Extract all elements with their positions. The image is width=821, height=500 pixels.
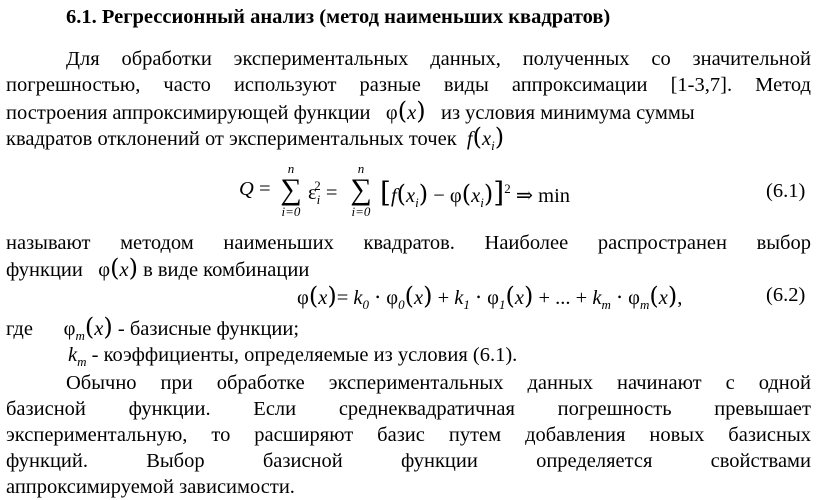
f-xi-inline: $f(x_i)$: [466, 123, 505, 153]
section-heading: [66, 4, 821, 30]
section-title: Регрессионный анализ (метод наименьших квадратов): [101, 6, 611, 28]
eq1-arrow-min: ⇒ min: [515, 185, 571, 207]
eq1-number: (6.1): [766, 180, 806, 202]
paragraph-1-line-3: [6, 98, 811, 126]
paragraph-3-line-5: аппроксимируемой зависимости.: [6, 476, 295, 498]
phi-m-x: $\varphi_m(x)$: [63, 313, 113, 343]
paragraph-2-line-1: называют методом наименьших квадратов. Наиболее распространен выбор: [6, 232, 811, 254]
k-m: $k_m$: [68, 344, 87, 369]
eq2-number: (6.2): [766, 284, 806, 306]
paragraph-3-line-4: функций. Выбор базисной функции определяется свойствами: [6, 450, 811, 472]
paragraph-1-line-2: погрешностью, часто используют разные виды аппроксимации [1-3,7]. Метод: [6, 74, 811, 96]
paragraph-2-line-2-start: функции: [6, 259, 83, 281]
eq1-epsilon-term: $\varepsilon_i^2$ =: [308, 178, 338, 207]
paragraph-1-line-4-text: квадратов отклонений от экспериментальных точек: [6, 128, 457, 150]
phi-x-inline: φ(x): [385, 97, 426, 125]
eq1-bracket-term: $[f(x_i) - \varphi(x_i)]^2$ ⇒ min: [380, 176, 571, 210]
paragraph-1-line-1: Для обработки экспериментальных данных, полученных со значительной: [66, 48, 811, 70]
paragraph-2-line-2: [6, 255, 811, 283]
eq1-lhs: Q =: [239, 178, 271, 200]
paragraph-3-line-2: базисной функции. Если среднеквадратичная погрешность превышает: [6, 398, 811, 420]
eq1-sum-1: n ∑ i=0: [280, 161, 302, 219]
eq2-expression: $\varphi(x)= k_0 \cdot \varphi_0(x) + k_1 \cdot \varphi_1(x)$ + ... + $k_m \cdot \varphi_m(x)$,: [297, 282, 683, 312]
paragraph-1-line-4: [6, 124, 811, 159]
section-number: 6.1.: [66, 6, 97, 28]
paragraph-2-line-2-end: в виде комбинации: [143, 259, 310, 281]
paragraph-3-line-3: экспериментальную, то расширяют базис путем добавления новых базисных: [6, 424, 811, 446]
where-label: где: [6, 318, 33, 340]
where-item-2: - коэффициенты, определяемые из условия (6.1).: [91, 344, 518, 366]
paragraph-1-line-3-end: из условия минимума суммы: [440, 102, 695, 124]
paragraph-1-line-3-start: построения аппроксимирующей функции: [6, 102, 371, 124]
paragraph-3-line-1: Обычно при обработке экспериментальных данных начинают с одной: [66, 372, 811, 394]
phi-x-inline-2: φ(x): [98, 254, 138, 282]
eq1-sum-2: n ∑ i=0: [350, 161, 372, 219]
where-item-1: - базисные функции;: [117, 318, 300, 340]
